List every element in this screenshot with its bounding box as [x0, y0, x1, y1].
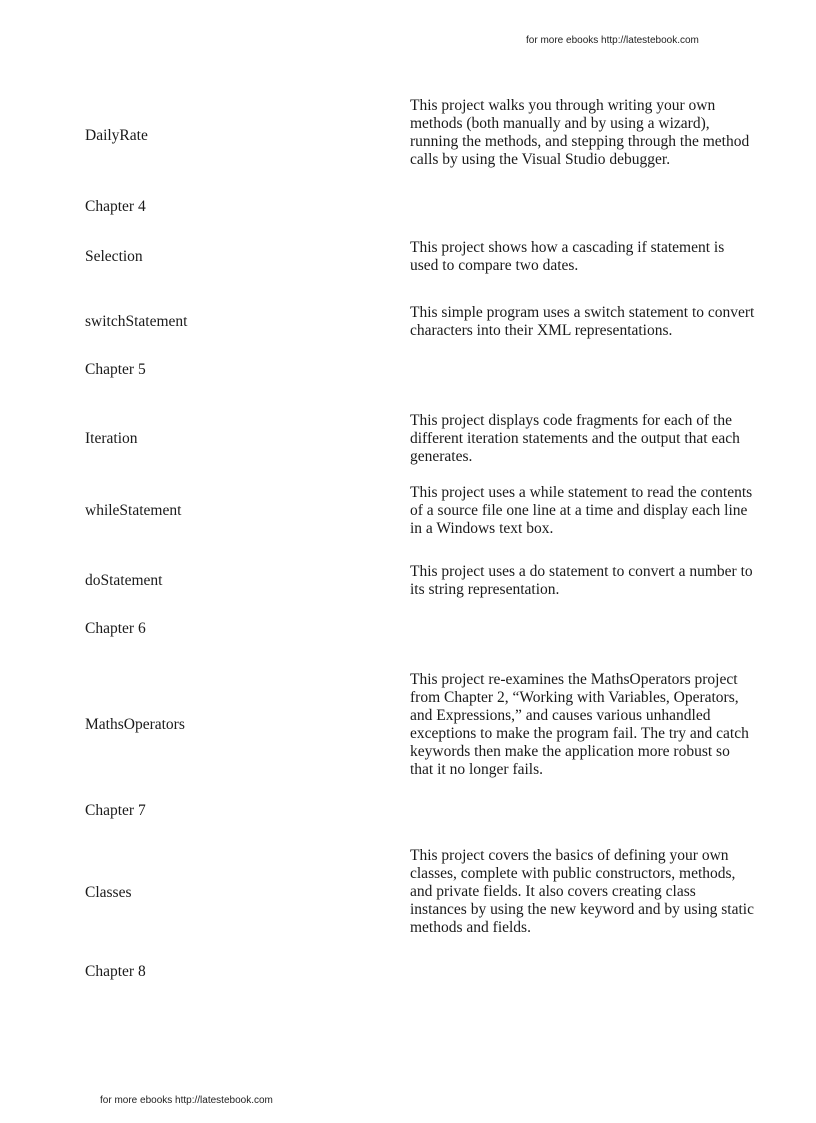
- project-description: This project shows how a cascading if statement is used to compare two dates.: [410, 239, 725, 274]
- project-description: This project walks you through writing your own methods (both manually and by using a wizard), running the methods, and stepping through the method calls by using the Visual Studio debugger.: [410, 97, 750, 168]
- chapter-heading: Chapter 7: [85, 802, 146, 819]
- project-name: MathsOperators: [85, 716, 185, 733]
- project-name: switchStatement: [85, 313, 188, 330]
- project-name: whileStatement: [85, 502, 182, 519]
- chapter-heading: Chapter 8: [85, 963, 146, 980]
- project-name: Iteration: [85, 430, 138, 447]
- project-description: This project displays code fragments for each of the different iteration statements and the output that each generates.: [410, 412, 740, 465]
- project-description: This project uses a do statement to convert a number to its string representation.: [410, 563, 753, 598]
- chapter-heading: Chapter 4: [85, 198, 146, 215]
- footer-ebook-link: for more ebooks http://latestebook.com: [100, 1095, 273, 1106]
- project-name: DailyRate: [85, 127, 148, 144]
- chapter-heading: Chapter 6: [85, 620, 146, 637]
- project-description: This simple program uses a switch statement to convert characters into their XML representations.: [410, 304, 755, 339]
- project-description: This project re-examines the MathsOperators project from Chapter 2, “Working with Variables, Operators, and Expressions,” and causes various unhandled exceptions to make the program fail. The try and catch keywords then make the application more robust so that it no longer fails.: [410, 671, 749, 778]
- project-name: doStatement: [85, 572, 163, 589]
- project-name: Classes: [85, 884, 132, 901]
- header-ebook-link: for more ebooks http://latestebook.com: [526, 35, 699, 46]
- project-description: This project uses a while statement to read the contents of a source file one line at a time and display each line in a Windows text box.: [410, 484, 753, 537]
- project-name: Selection: [85, 248, 143, 265]
- project-description: This project covers the basics of defining your own classes, complete with public constructors, methods, and private fields. It also covers creating class instances by using the new keyword and by using static methods and fields.: [410, 847, 754, 936]
- chapter-heading: Chapter 5: [85, 361, 146, 378]
